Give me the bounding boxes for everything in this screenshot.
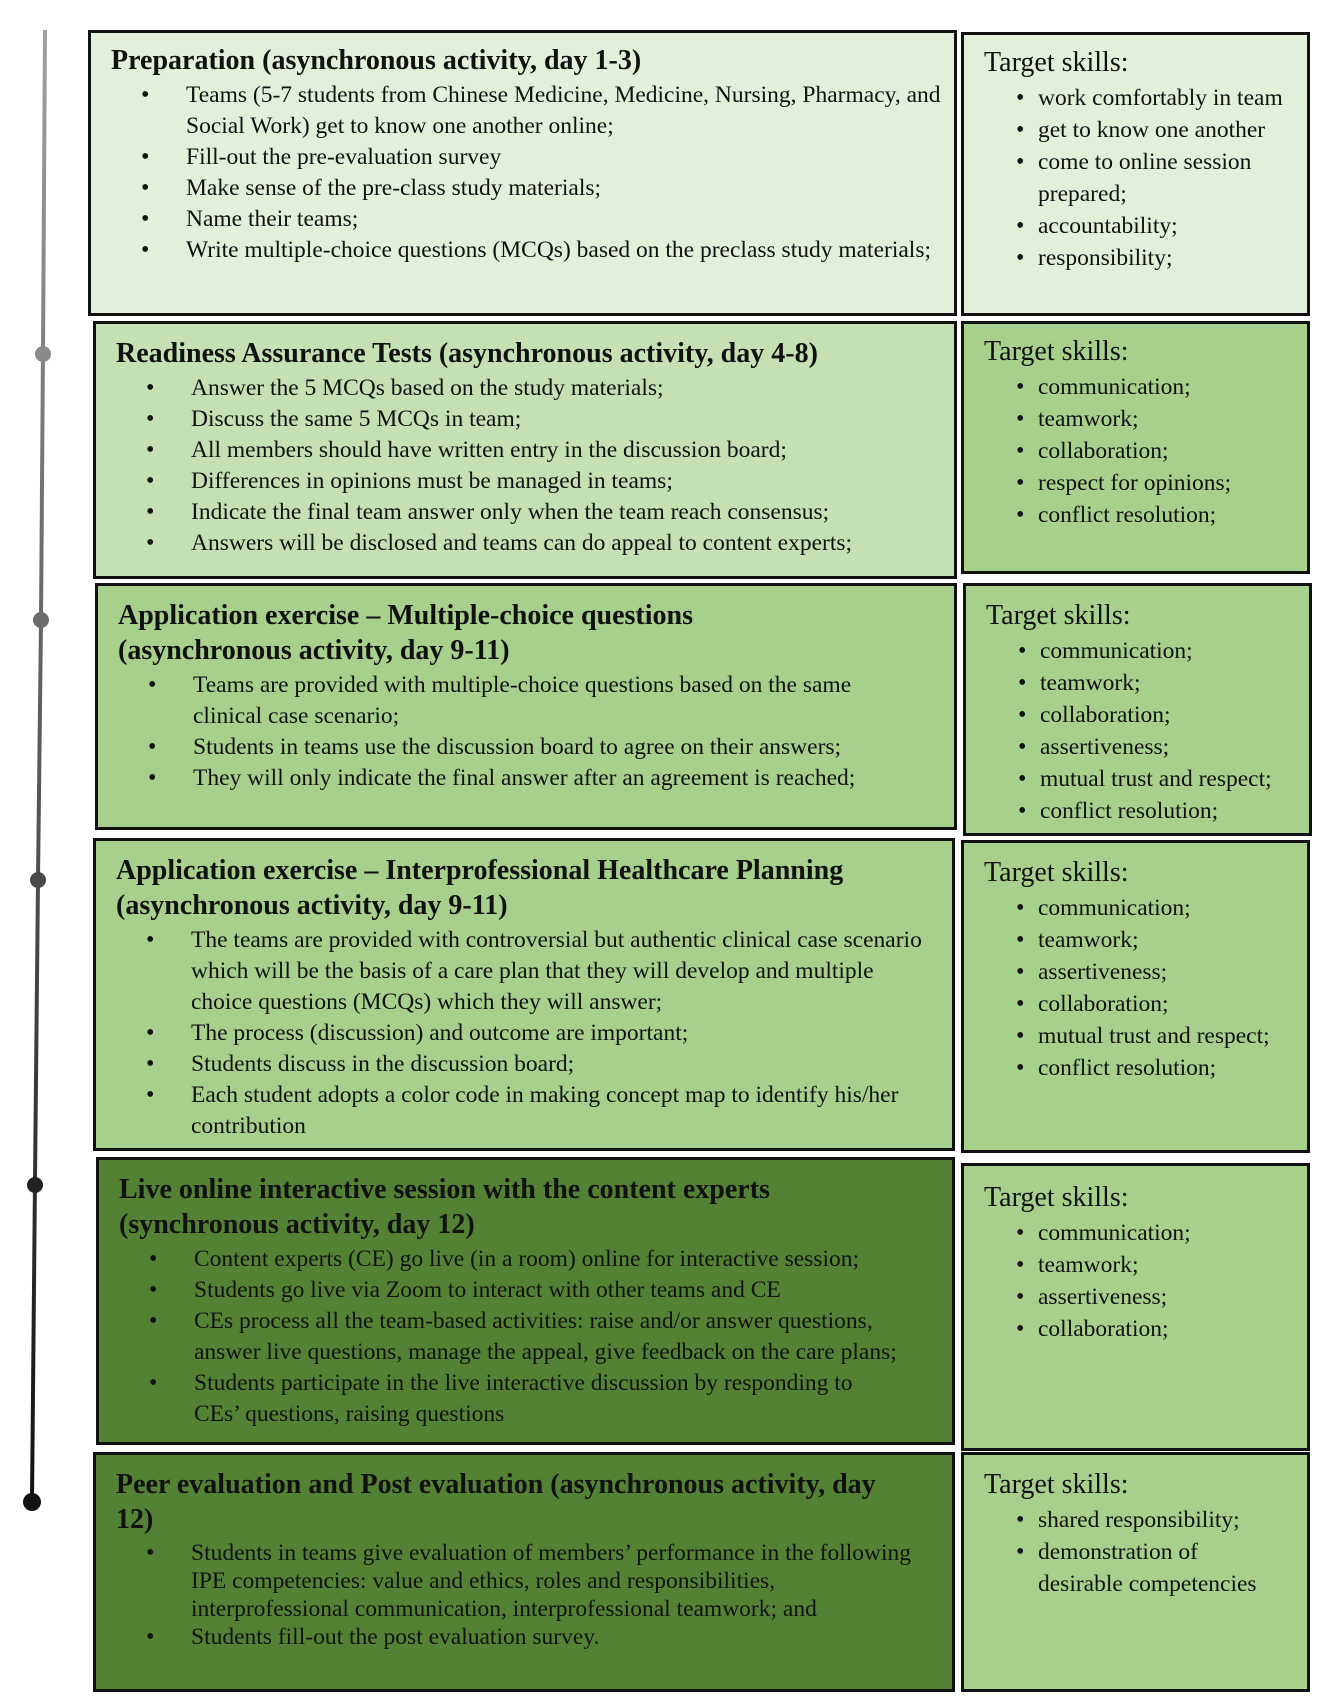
skills-title: Target skills: [984,1469,1129,1500]
skills-title: Target skills: [984,1182,1129,1213]
skills-list [984,1217,1299,1345]
activity-item: • Students participate in the live interactive discussion by responding to CEs’ questions, raising questions [119,1368,942,1430]
timeline-marker [23,1493,41,1511]
activity-item: • Content experts (CE) go live (in a room) online for interactive session; [119,1244,942,1275]
timeline-marker [27,1177,43,1193]
skill-item: • assertiveness; [984,956,1299,988]
timeline-marker [35,346,51,362]
skill-item: • accountability; [984,210,1299,242]
stage-title: Peer evaluation and Post evaluation (asynchronous activity, day 12) [116,1469,876,1535]
activity-item: • All members should have written entry in the discussion board; [116,435,944,466]
skills-box-live-session [961,1163,1310,1451]
activity-item: • Teams are provided with multiple-choice questions based on the same clinical case scenario; [118,670,944,732]
stage-box-application-healthcare-planning [93,838,955,1151]
skills-list [986,635,1301,827]
stage-title: Preparation (asynchronous activity, day 1-3) [111,45,642,76]
activity-item: • Students discuss in the discussion board; [116,1049,942,1080]
activity-list [119,1244,942,1430]
stage-box-peer-post-evaluation [93,1452,955,1692]
activity-item: • Fill-out the pre-evaluation survey [111,142,942,173]
timeline-marker [33,612,49,628]
activity-item: • Answer the 5 MCQs based on the study materials; [116,373,944,404]
activity-item: • The teams are provided with controversial but authentic clinical case scenario which will be the basis of a care plan that they will develop and multiple choice questions (MCQs) which they will answer; [116,925,942,1018]
timeline [0,0,80,1706]
activity-list [118,670,944,794]
skill-item: • mutual trust and respect; [984,1020,1299,1052]
skills-title: Target skills: [984,47,1129,78]
skill-item: • responsibility; [984,242,1299,274]
skill-item: • shared responsibility; [984,1504,1299,1536]
stage-box-preparation [88,30,957,316]
skill-item: • communication; [984,371,1299,403]
timeline-marker [30,872,46,888]
skills-title: Target skills: [984,857,1129,888]
skills-box-preparation [961,32,1310,316]
stage-title: Application exercise – Multiple-choice questions (asynchronous activity, day 9-11) [118,600,693,666]
activity-item: • They will only indicate the final answer after an agreement is reached; [118,763,944,794]
skills-box-application-healthcare-planning [961,840,1310,1153]
skill-item: • teamwork; [986,667,1301,699]
stage-title: Live online interactive session with the content experts (synchronous activity, day 12) [119,1174,770,1240]
skill-item: • conflict resolution; [984,1052,1299,1084]
skill-item: • communication; [984,892,1299,924]
activity-item: • Name their teams; [111,204,942,235]
skill-item: • assertiveness; [984,1281,1299,1313]
skill-item: • teamwork; [984,924,1299,956]
skill-item: • teamwork; [984,403,1299,435]
skill-item: • work comfortably in team [984,82,1299,114]
skill-item: • collaboration; [984,1313,1299,1345]
activity-list [116,373,944,559]
stage-title: Readiness Assurance Tests (asynchronous activity, day 4-8) [116,338,818,369]
activity-list [111,80,942,266]
activity-item: • Answers will be disclosed and teams can do appeal to content experts; [116,528,944,559]
activity-item: • Write multiple-choice questions (MCQs) based on the preclass study materials; [111,235,942,266]
skill-item: • conflict resolution; [986,795,1301,827]
skills-list [984,371,1299,531]
activity-item: • Each student adopts a color code in making concept map to identify his/her contribution [116,1080,942,1142]
skill-item: • respect for opinions; [984,467,1299,499]
activity-item: • CEs process all the team-based activities: raise and/or answer questions, answer live questions, manage the appeal, give feedback on the care plans; [119,1306,942,1368]
stage-box-readiness-assurance [93,321,957,579]
skills-box-peer-post-evaluation [961,1452,1310,1692]
skill-item: • assertiveness; [986,731,1301,763]
stage-box-live-session [96,1157,955,1445]
skills-list [984,892,1299,1084]
skill-item: • collaboration; [984,435,1299,467]
activity-item: • Students fill-out the post evaluation survey. [116,1623,942,1651]
skill-item: • demonstration of desirable competencies [984,1536,1299,1600]
skill-item: • conflict resolution; [984,499,1299,531]
skill-item: • mutual trust and respect; [986,763,1301,795]
skill-item: • teamwork; [984,1249,1299,1281]
skills-list [984,82,1299,274]
activity-item: • Teams (5-7 students from Chinese Medicine, Medicine, Nursing, Pharmacy, and Social Work) get to know one another online; [111,80,942,142]
stage-box-application-mcq [95,583,957,830]
skill-item: • communication; [984,1217,1299,1249]
skill-item: • collaboration; [984,988,1299,1020]
activity-item: • Students in teams give evaluation of members’ performance in the following IPE competencies: value and ethics, roles and responsibilities, interprofessional communication, interprofessional teamwork; and [116,1539,942,1623]
activity-item: • Indicate the final team answer only when the team reach consensus; [116,497,944,528]
activity-item: • Differences in opinions must be managed in teams; [116,466,944,497]
skills-box-readiness-assurance [961,321,1310,574]
activity-item: • Make sense of the pre-class study materials; [111,173,942,204]
activity-item: • Students in teams use the discussion board to agree on their answers; [118,732,944,763]
stage-title: Application exercise – Interprofessional Healthcare Planning (asynchronous activity, day 9-11) [116,855,844,921]
skill-item: • get to know one another [984,114,1299,146]
skills-title: Target skills: [986,600,1131,631]
activity-item: • Students go live via Zoom to interact with other teams and CE [119,1275,942,1306]
timeline-line [32,30,45,1500]
skills-box-application-mcq [963,583,1312,836]
activity-list [116,1539,942,1651]
activity-item: • The process (discussion) and outcome are important; [116,1018,942,1049]
skill-item: • communication; [986,635,1301,667]
activity-list [116,925,942,1142]
skills-list [984,1504,1299,1600]
activity-item: • Discuss the same 5 MCQs in team; [116,404,944,435]
skill-item: • come to online session prepared; [984,146,1299,210]
skills-title: Target skills: [984,336,1129,367]
skill-item: • collaboration; [986,699,1301,731]
